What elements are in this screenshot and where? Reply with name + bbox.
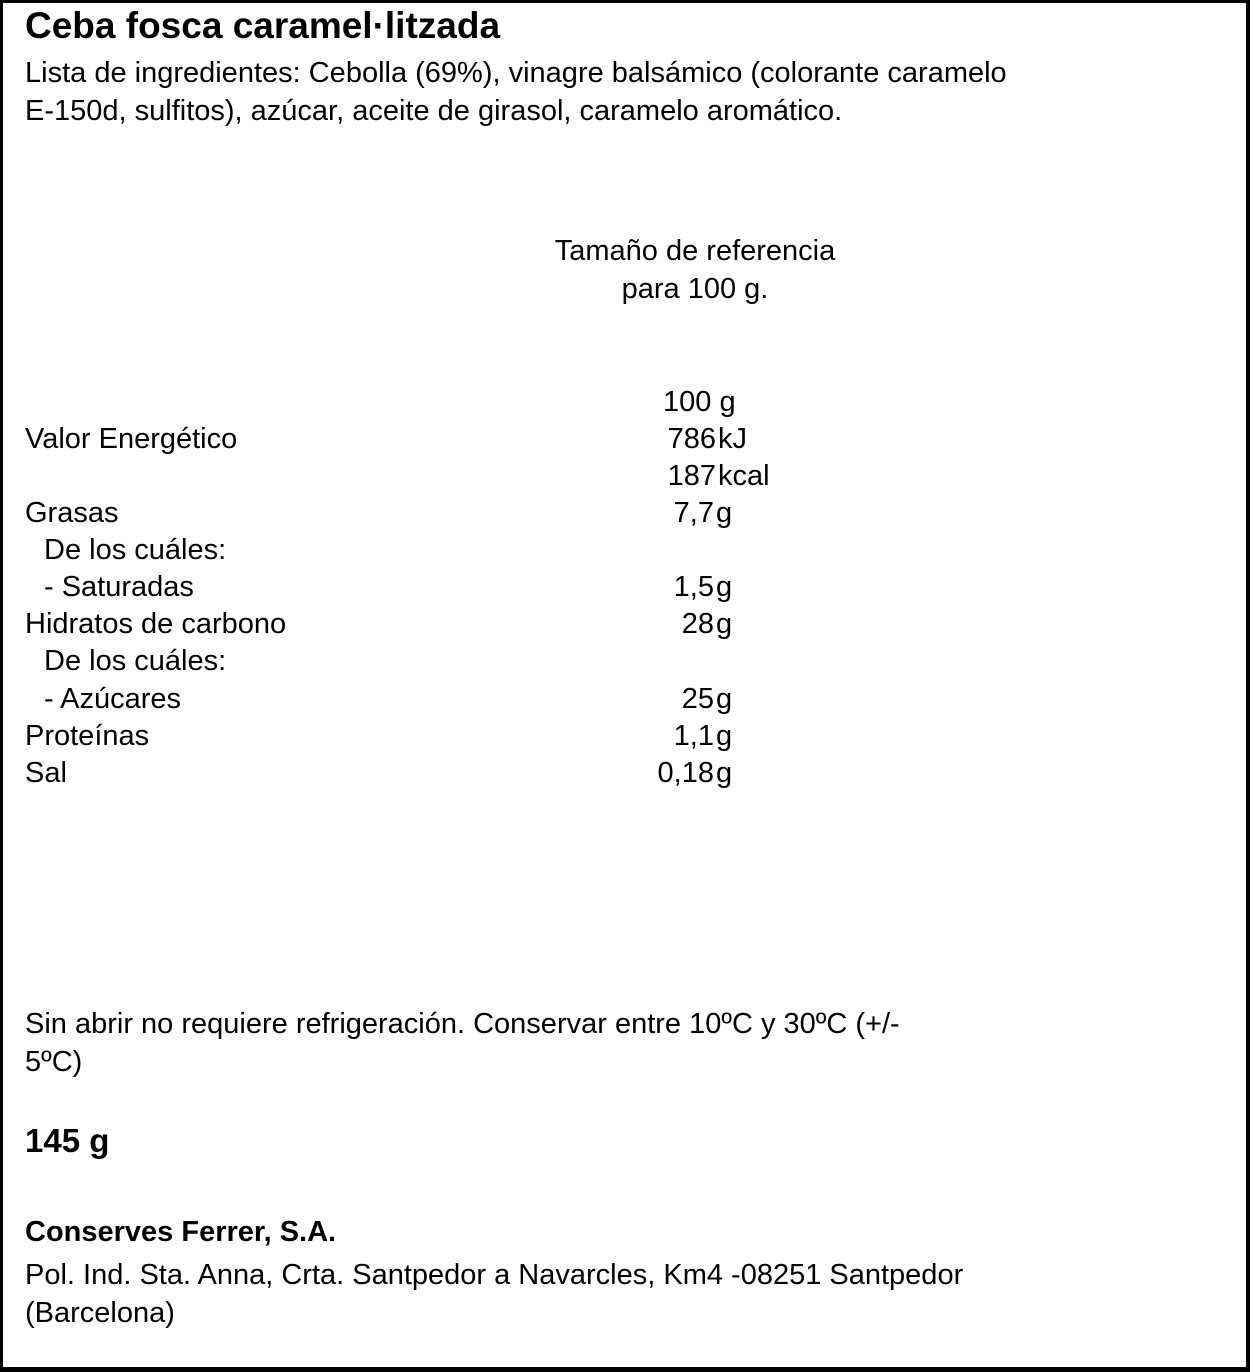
nutrition-label-fat: Grasas [25,497,119,529]
nutrition-value-saturates: 1,5 [673,571,714,603]
company-address: Pol. Ind. Sta. Anna, Crta. Santpedor a Navarcles, Km4 -08251 Santpedor (Barcelona) [25,1259,964,1329]
ingredients-list: Lista de ingredientes: Cebolla (69%), vinagre balsámico (colorante caramelo E-150d, sulfitos), azúcar, aceite de girasol, caramelo aromático. [25,57,1007,127]
nutrition-value-carbohydrates: 28 [681,608,714,640]
nutrition-value-fat: 7,7 [673,497,714,529]
company-name: Conserves Ferrer, S.A. [25,1216,337,1248]
reference-size: Tamaño de referencia para 100 g. [554,235,836,305]
nutrition-unit-sugars: g [716,683,733,715]
nutrition-label-of-which-carbs: De los cuáles: [44,645,227,677]
nutrition-value-energy-kj: 786 [667,423,716,455]
net-weight: 145 g [25,1122,110,1159]
nutrition-unit-saturates: g [716,571,733,603]
nutrition-unit-fat: g [716,497,733,529]
nutrition-label-protein: Proteínas [25,720,150,752]
nutrition-column-header: 100 g [663,386,736,418]
nutrition-label-salt: Sal [25,757,67,789]
nutrition-unit-kj: kJ [718,423,747,455]
nutrition-label-energy: Valor Energético [25,423,238,455]
nutrition-label-saturates: - Saturadas [44,571,194,603]
nutrition-label-of-which-fat: De los cuáles: [44,534,227,566]
nutrition-label-carbohydrates: Hidratos de carbono [25,608,287,640]
nutrition-label-sugars: - Azúcares [44,683,181,715]
nutrition-value-energy-kcal: 187 [667,460,716,492]
nutrition-value-protein: 1,1 [673,720,714,752]
nutrition-value-sugars: 25 [681,683,714,715]
nutrition-unit-salt: g [716,757,733,789]
storage-instructions: Sin abrir no requiere refrigeración. Conservar entre 10ºC y 30ºC (+/- 5ºC) [25,1008,900,1078]
nutrition-value-salt: 0,18 [657,757,714,789]
product-title: Ceba fosca caramel·litzada [25,5,501,46]
nutrition-unit-carbohydrates: g [716,608,733,640]
nutrition-unit-protein: g [716,720,733,752]
nutrition-unit-kcal: kcal [718,460,770,492]
